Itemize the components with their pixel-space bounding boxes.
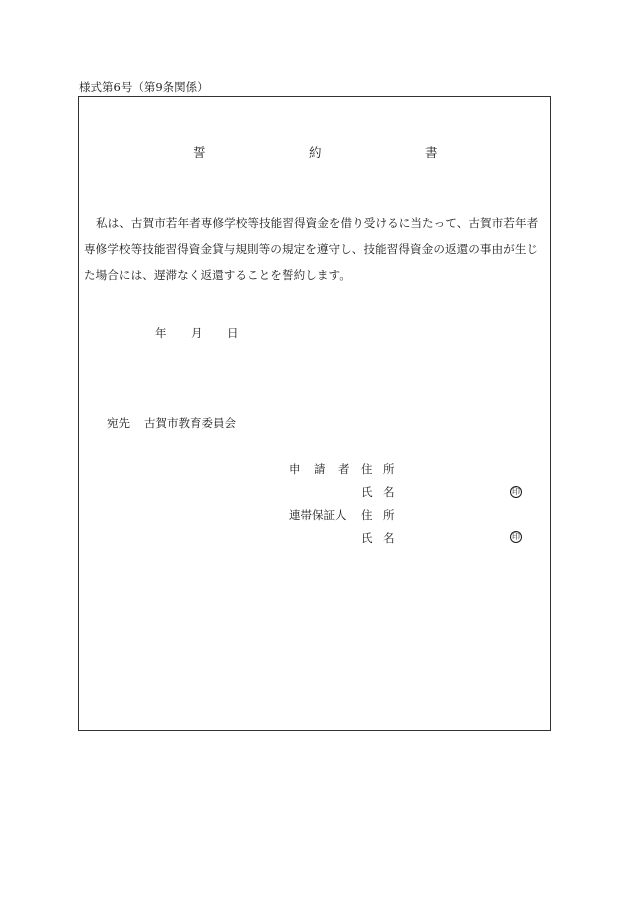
form-number: 様式第6号（第9条関係） xyxy=(79,80,209,94)
document-frame xyxy=(78,96,551,731)
date-year-label: 年 xyxy=(155,326,167,340)
applicant-role-char-3: 者 xyxy=(338,462,350,476)
applicant-seal-mark: 印 xyxy=(512,487,520,496)
pledge-line-1: 私は、古賀市若年者専修学校等技能習得資金を借り受けるに当たって、古賀市若年者 xyxy=(96,216,539,230)
applicant-role-char-1: 申 xyxy=(289,462,301,476)
addressee-prefix: 宛先 xyxy=(107,416,130,430)
date-day-label: 日 xyxy=(227,326,239,340)
title-char-2: 約 xyxy=(309,145,322,160)
date-month-label: 月 xyxy=(191,326,203,340)
applicant-name-char-2: 名 xyxy=(383,485,395,499)
pledge-line-2: 専修学校等技能習得資金貸与規則等の規定を遵守し、技能習得資金の返還の事由が生じ xyxy=(84,242,539,256)
title-char-3: 書 xyxy=(425,145,438,160)
pledge-line-3: た場合には、遅滞なく返還することを誓約します。 xyxy=(84,268,351,282)
applicant-name-char-1: 氏 xyxy=(361,485,373,499)
guarantor-name-char-1: 氏 xyxy=(361,531,373,545)
applicant-address-char-2: 所 xyxy=(383,462,395,476)
pledge-body xyxy=(84,210,556,288)
addressee-name: 古賀市教育委員会 xyxy=(144,416,236,430)
title-char-1: 誓 xyxy=(193,145,206,160)
guarantor-role-label: 連帯保証人 xyxy=(289,508,347,522)
applicant-address-char-1: 住 xyxy=(361,462,373,476)
guarantor-name-char-2: 名 xyxy=(383,531,395,545)
guarantor-address-char-1: 住 xyxy=(361,508,373,522)
guarantor-seal-mark: 印 xyxy=(512,532,520,541)
guarantor-address-char-2: 所 xyxy=(383,508,395,522)
applicant-role-char-2: 請 xyxy=(314,462,326,476)
